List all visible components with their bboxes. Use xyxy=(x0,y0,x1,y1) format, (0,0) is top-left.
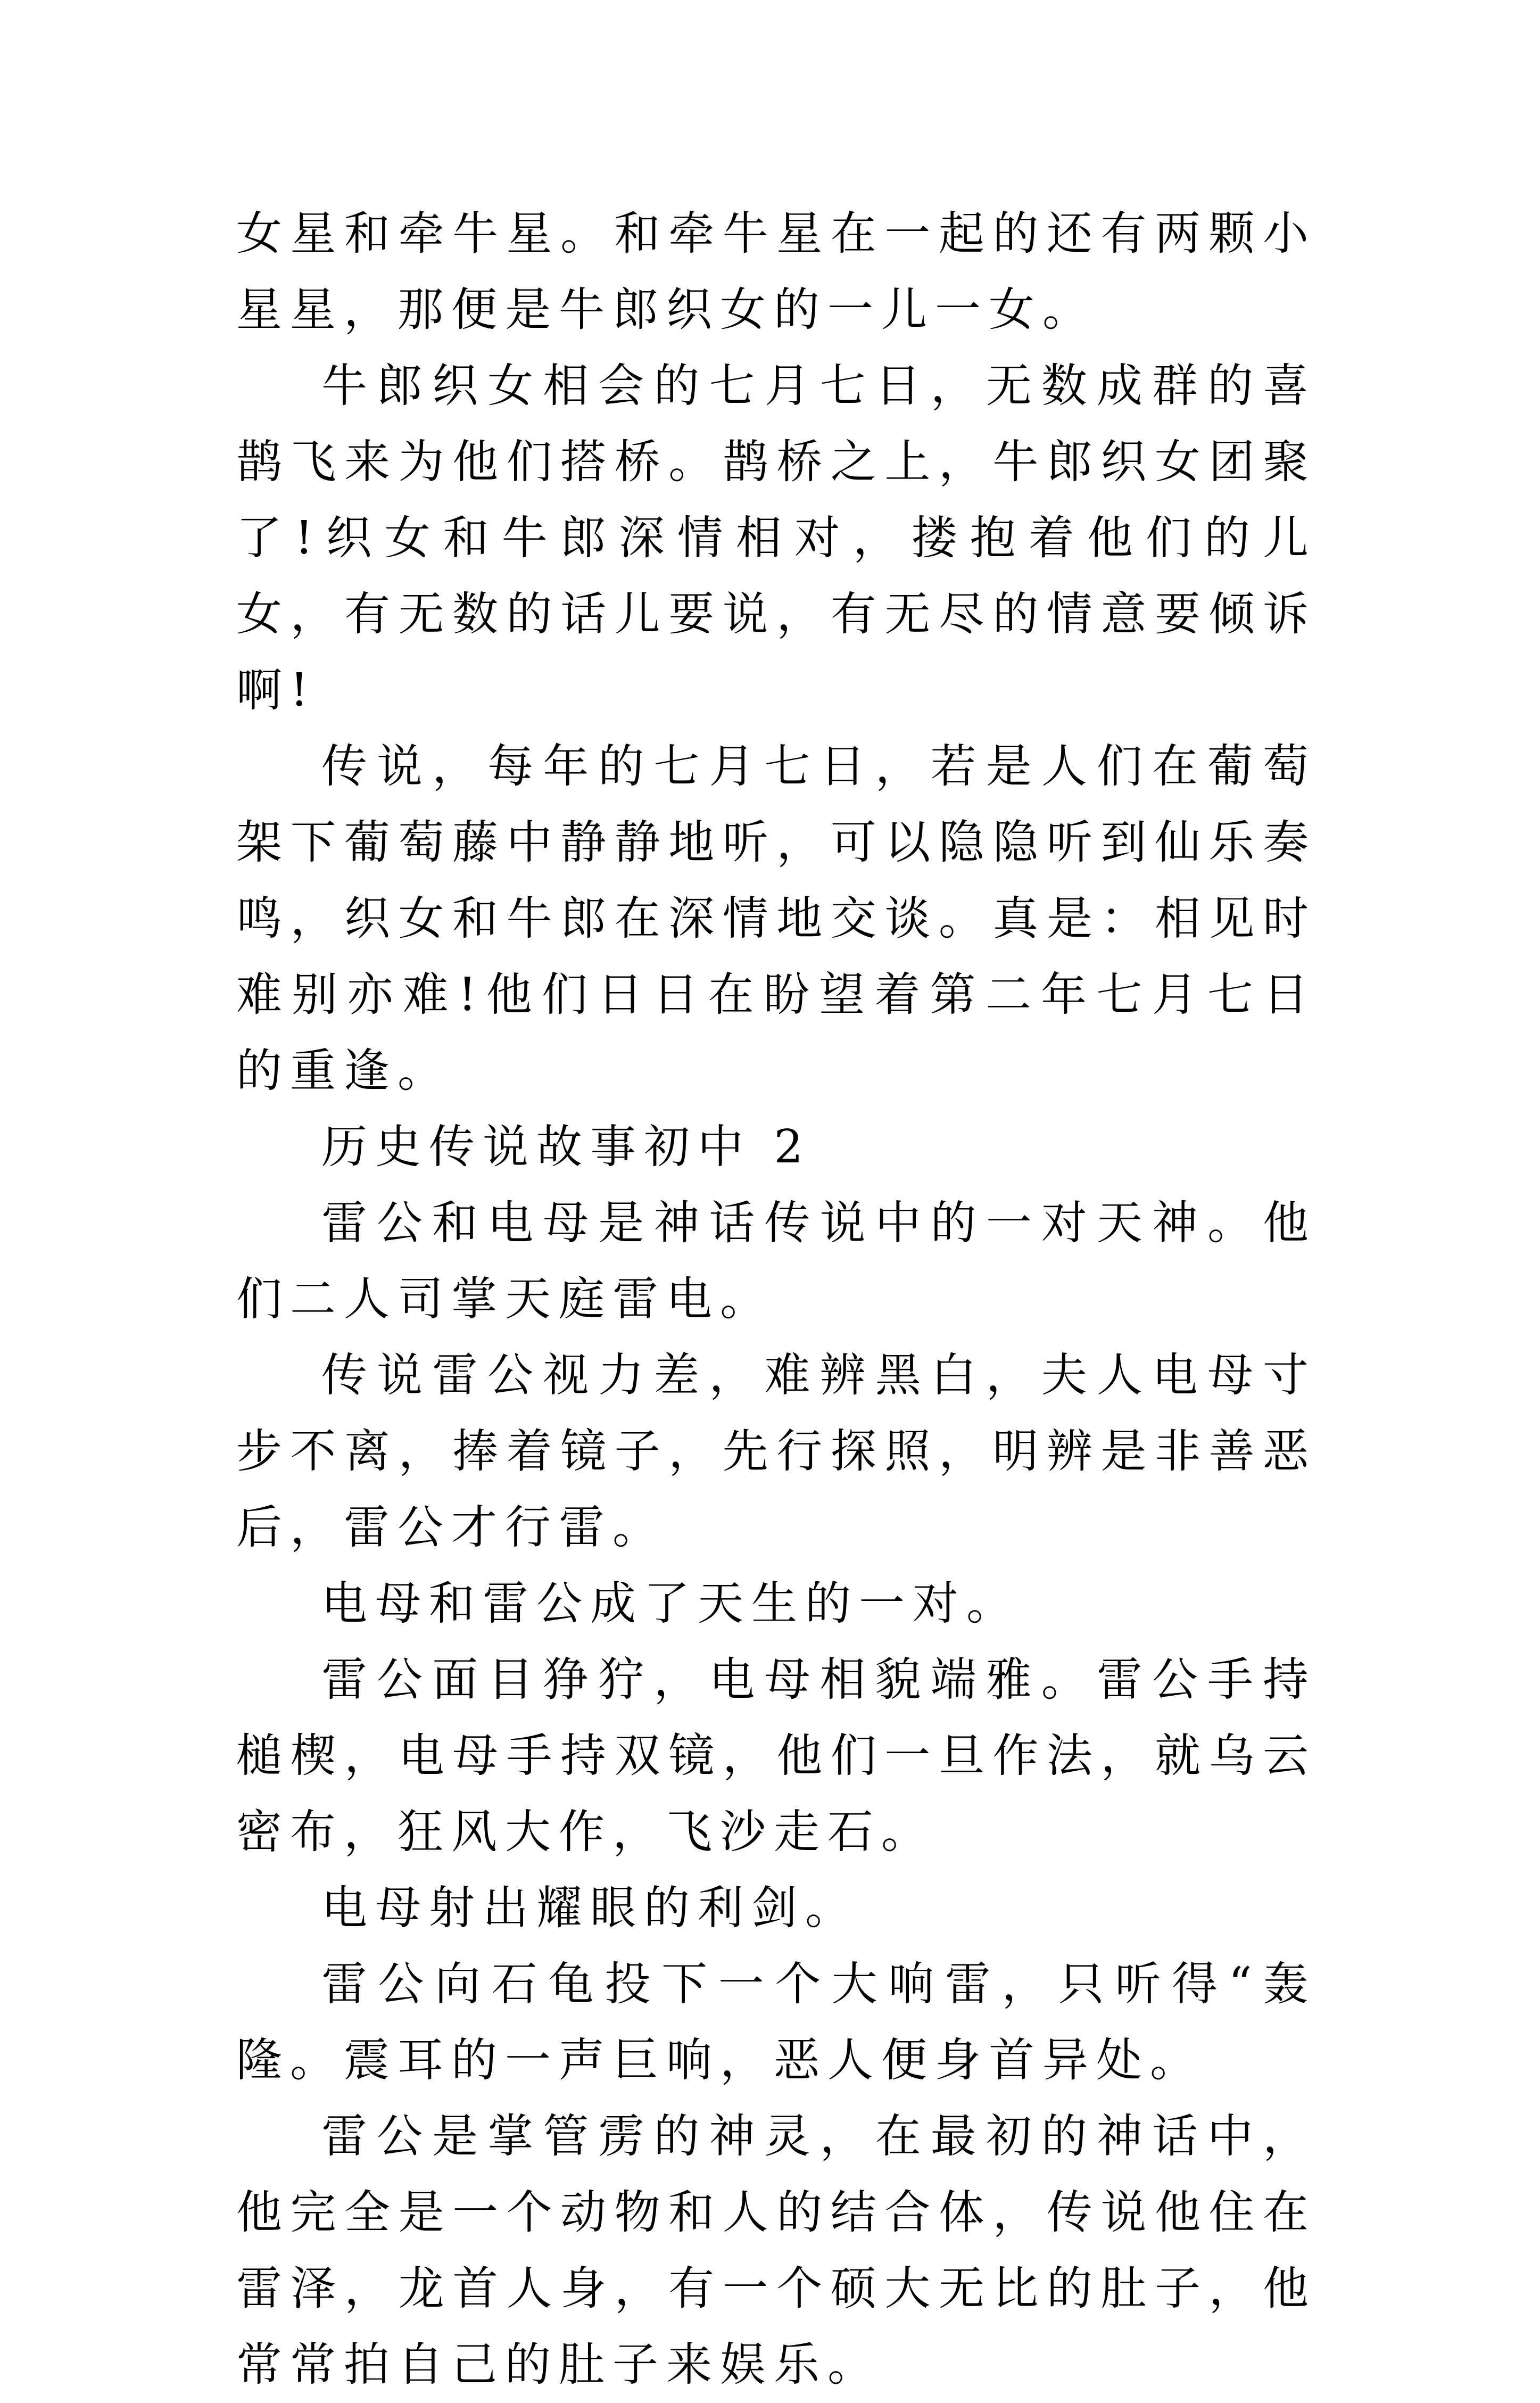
paragraph-1: 女星和牵牛星。和牵牛星在一起的还有两颗小星星，那便是牛郎织女的一儿一女。 xyxy=(236,207,1317,336)
paragraph-5: 雷公和电母是神话传说中的一对天神。他们二人司掌天庭雷电。 xyxy=(236,1196,1317,1326)
section-heading: 历史传说故事初中 2 xyxy=(321,1120,812,1174)
paragraph-11: 雷公是掌管雳的神灵，在最初的神话中，他完全是一个动物和人的结合体，传说他住在雷泽，龙首人身，有一个硕大无比的肚子，他常常拍自己的肚子来娱乐。 xyxy=(236,2110,1317,2391)
paragraph-8: 雷公面目狰狞，电母相貌端雅。雷公手持槌楔，电母手持双镜，他们一旦作法，就乌云密布，狂风大作，飞沙走石。 xyxy=(236,1653,1317,1859)
paragraph-6: 传说雷公视力差，难辨黑白，夫人电母寸步不离，捧着镜子，先行探照，明辨是非善恶后，雷公才行雷。 xyxy=(236,1349,1317,1554)
paragraph-10: 雷公向石龟投下一个大响雷，只听得“轰隆。震耳的一声巨响，恶人便身首异处。 xyxy=(236,1958,1317,2087)
paragraph-9: 电母射出耀眼的利剑。 xyxy=(321,1881,859,1935)
paragraph-2: 牛郎织女相会的七月七日，无数成群的喜鹊飞来为他们搭桥。鹊桥之上，牛郎织女团聚了!织女和牛郎深情相对，搂抱着他们的儿女，有无数的话儿要说，有无尽的情意要倾诉啊! xyxy=(236,359,1317,717)
document-body xyxy=(236,196,1317,2403)
paragraph-3: 传说，每年的七月七日，若是人们在葡萄架下葡萄藤中静静地听，可以隐隐听到仙乐奏鸣，织女和牛郎在深情地交谈。真是：相见时难别亦难!他们日日在盼望着第二年七月七日的重逢。 xyxy=(236,740,1317,1097)
paragraph-7: 电母和雷公成了天生的一对。 xyxy=(321,1577,1020,1630)
